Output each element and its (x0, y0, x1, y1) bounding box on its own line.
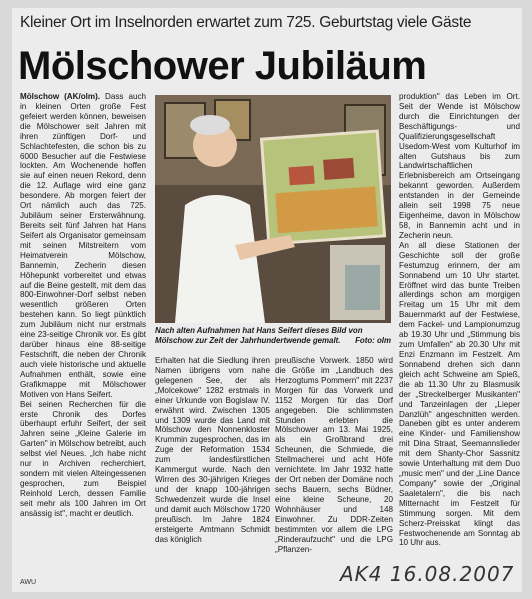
photo-credit: Foto: olm (355, 336, 391, 345)
paragraph: Erhalten hat die Siedlung ihren Namen übrigens vom nahe gelegenen See, der als „Molcekowe" 1282 erstmals in einer Urkunde von Bogislaw IV. erwähnt wird. Zwischen 1305 und 1309 wurde das Land mit Mölschow den Nonnenkloster Krummin zugesprochen, das im Zuge der Reformation 1534 zum landesfürstlichen Kammergut wurde. Nach den Wirren des 30-jährigen Krieges und der knapp 100-jährigen Schwedenzeit wurde die Insel und damit auch Mölschow 1720 preußisch. Im Jahre 1824 ersteigerte Amtmann Schmidt das königlich (155, 356, 270, 544)
article-kicker: Kleiner Ort im Inselnorden erwartet zum 725. Geburtstag viele Gäste (20, 14, 472, 31)
article-column-3 (275, 356, 393, 581)
paragraph: produktion" das Leben im Ort. Seit der Wende ist Mölschow durch die Einrichtungen der Beschäftigungs- und Qualifizierungsgesellschaft Usedom-West vom Kulturhof im alten Gutshaus bis zum Landwirtschaftlichen Erlebnisbereich am Ortseingang bekannt geworden. Außerdem entstanden in der Gemeinde allein seit 1998 75 neue Eigenheime, davon in Mölschow 58, in Bannemin acht und in Zecherin neun. (399, 92, 520, 240)
paragraph: An all diese Stationen der Geschichte soll der große Festumzug erinnern, der am Sonnabend um 10 Uhr startet. Eröffnet wird das bunte Treiben allerdings schon am morgigen Freitag um 15 Uhr mit dem Bauernmarkt auf der Festwiese, dem Fackel- und Lampionumzug ab 19.30 Uhr und „Stimmung bis zum Umfallen" ab 20.30 Uhr mit Enzi Enzmann im Festzelt. Am Sonnabend drehen sich dann gleich acht Schweine am Spieß, die ab 11.30 Uhr zu Blasmusik der „Streckelberger Musikanten" und Tanzeinlagen der „Lieper Danzlüh" angeschnitten werden. Daneben gibt es unter anderem eine Kinder- und Familienshow mit Dina Straat, Seemannslieder mit dem Shanty-Chor Sassnitz sowie Unterhaltung mit dem Duo „music men" und der „Line Dance Company" sowie der „Original Saaletalern", die bis nach Mitternacht im Festzelt für Stimmung sorgen. Mit dem Scherz-Preisskat klingt das Festwochenende am Sonntag ab 10 Uhr aus. (399, 240, 520, 548)
paragraph-text: Dass auch in kleinen Orten große Fest gefeiert werden können, beweisen die Mölschower seit Jahren mit ihren zünftigen Dorf- und Schlachtefesten, die schon bis zu 6000 Besucher auf die Festwiese lockten. Am Wochenende hoffen sie auf einen neuen Rekord, denn die 12. Auflage wird eine ganz besondere. Ab morgen feiert der Ort nämlich auch das 725. Jubiläum seiner Ersterwähnung. Bereits seit fünf Jahren hat Hans Seifert als Organisator gemeinsam mit seinen Mitstreitern vom Heimatverein Mölschow, Bannemin, Zecherin diesen Höhepunkt vorbereitet und etwas auf die Beine gestellt, mit dem das 800-Einwohner-Dorf selbst neben wesentlich größeren Orten bestehen kann. So liegt pünktlich zum Jubiläum nicht nur erstmals eine 23-seitige Chronik vor. Es gibt darüber hinaus eine 88-seitige Festschrift, die neben der Chronik auch viele historische und aktuelle Aufnahmen enthält, sowie eine Grafikmappe mit Mölschower Motiven von Hans Seifert. (20, 92, 146, 399)
handwritten-date-note: AK4 16.08.2007 (340, 562, 515, 586)
dateline: Mölschow (AK/olm). (20, 92, 101, 101)
paragraph: preußische Vorwerk. 1850 wird die Größe im „Landbuch des Herzogtums Pommern" mit 2237 Morgen für das Vorwerk und 1152 Morgen für das Dorf angegeben. Die schlimmsten Stunden erlebten die Mölschower am 13. Mai 1925, als ein Großbrand drei Scheunen, die Schmiede, die Stellmacherei und acht Höfe vernichtete. Im Jahr 1932 hatte der Ort neben der Domäne noch sechs Bauern, sechs Büdner, eine kleine Scheune, 20 Wohnhäuser und 148 Einwohner. Zu DDR-Zeiten bestimmten vor allem die LPG „Rinderaufzucht" und die LPG „Pflanzen- (275, 356, 393, 554)
article-column-1 (20, 92, 146, 577)
article-photo (155, 95, 391, 323)
article-column-2 (155, 356, 270, 581)
painter-photo-illustration (155, 95, 391, 323)
author-signature: AWU (20, 579, 37, 586)
article-column-4 (399, 92, 520, 584)
paragraph: Bei seinen Recherchen für die erste Chronik des Dorfes überhaupt erfuhr Seifert, der seit Jahren seine „Kleine Galerie im Garten" in Mölschow betreibt, auch selbst viel Neues. „Ich habe nicht nur in Archiven recherchiert, sondern mit vielen Alteingessenen gesprochen, zum Beispiel Reinhold Lerch, dessen Familie seit mehr als 100 Jahren im Ort ansässig ist", macht er deutlich. (20, 399, 146, 518)
photo-caption (155, 326, 391, 346)
paragraph (20, 92, 146, 400)
caption-text: Nach alten Aufnahmen hat Hans Seifert dieses Bild von Mölschow zur Zeit der Jahrhundertwende gemalt. (155, 326, 363, 345)
article-headline: Mölschower Jubiläum (18, 44, 427, 88)
